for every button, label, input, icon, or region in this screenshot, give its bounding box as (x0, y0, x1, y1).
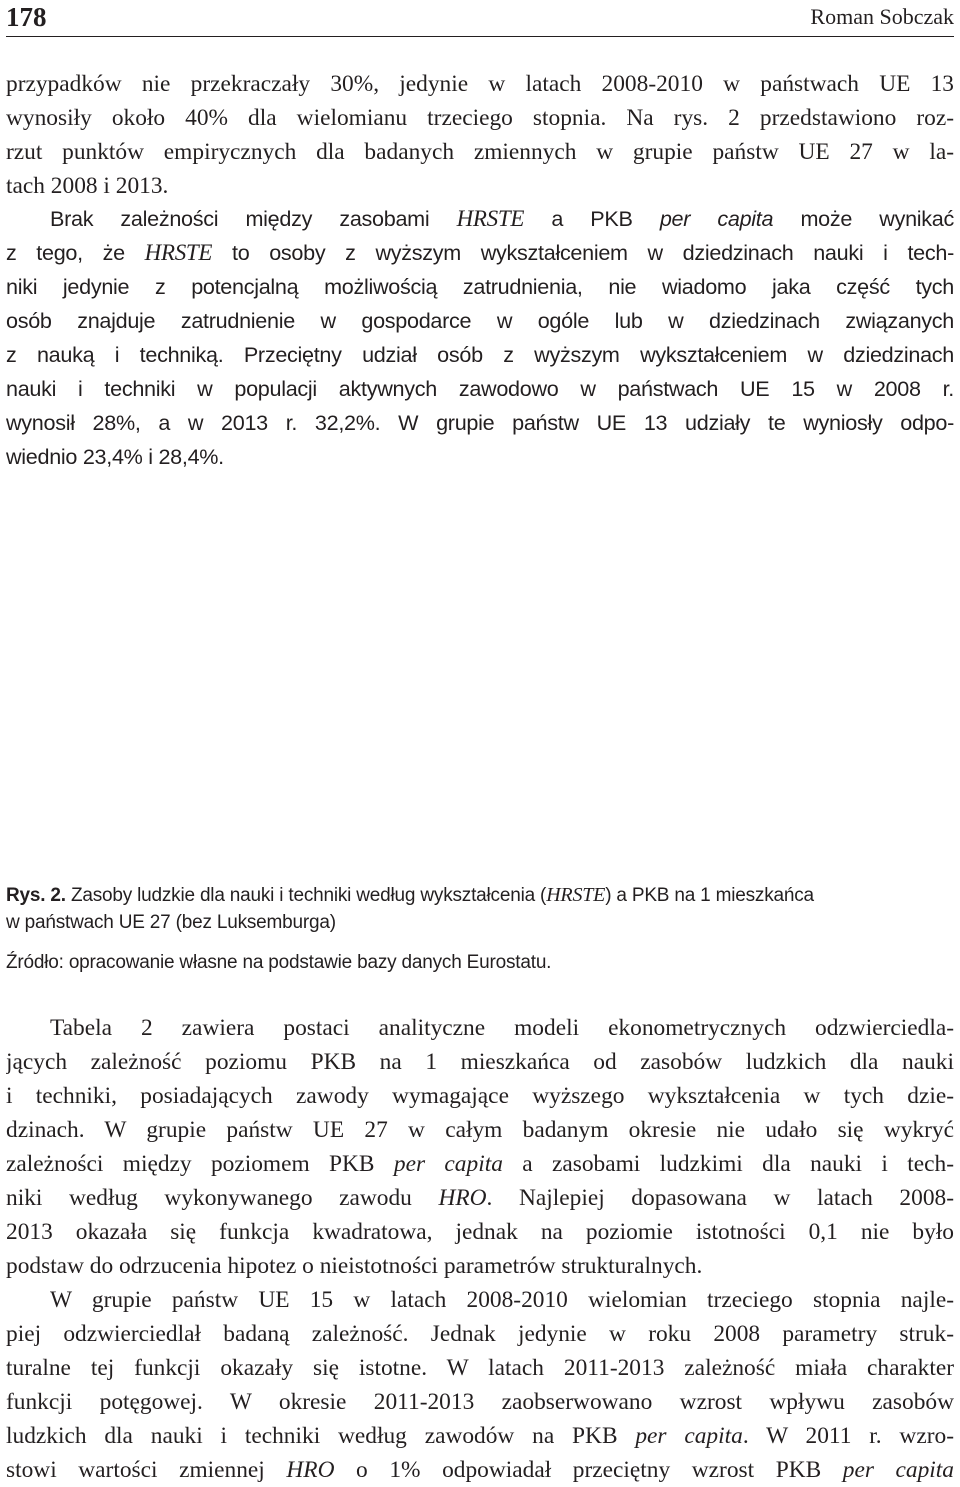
paragraph-tabela (6, 1011, 954, 1487)
page-number: 178 (6, 2, 47, 32)
text-line: niki jedynie z potencjalną możliwością zatrudnienia, nie wiadomo jaka część tych (6, 274, 954, 299)
text-line: przypadków nie przekraczały 30%, jedynie w latach 2008-2010 w państwach UE 13 (6, 71, 954, 97)
text-line: z tego, że HRSTE to osoby z wyższym wykształceniem w dziedzinach nauki i tech- (6, 240, 954, 265)
text-line: wiednio 23,4% i 28,4%. (6, 444, 224, 469)
paragraph-intro (6, 67, 954, 203)
figure-source: Źródło: opracowanie własne na podstawie bazy danych Eurostatu. (6, 952, 552, 973)
text-line: nauki i techniki w populacji aktywnych zawodowo w państwach UE 15 w 2008 r. (6, 376, 954, 401)
text-line: osób znajduje zatrudnienie w gospodarce w ogóle lub w dziedzinach związanych (6, 308, 954, 333)
running-head-author: Roman Sobczak (810, 4, 954, 29)
text-line: ludzkich dla nauki i techniki według zawodów na PKB per capita. W 2011 r. wzro- (6, 1423, 954, 1449)
figure-scatter-charts (0, 505, 960, 870)
text-line: piej odzwierciedlał badaną zależność. Jednak jedynie w roku 2008 parametry struk- (6, 1321, 954, 1347)
header-rule (6, 36, 954, 37)
text-line: stowi wartości zmiennej HRO o 1% odpowiadał przeciętny wzrost PKB per capita (6, 1457, 954, 1483)
text-line: tach 2008 i 2013. (6, 173, 169, 199)
text-line: z nauką i techniką. Przeciętny udział osób z wyższym wykształceniem w dziedzinach (6, 342, 954, 367)
text-line: funkcji potęgowej. W okresie 2011-2013 zaobserwowano wzrost wpływu zasobów (6, 1389, 954, 1415)
text-line: W grupie państw UE 15 w latach 2008-2010 wielomian trzeciego stopnia najle- (50, 1287, 954, 1313)
text-line: dzinach. W grupie państw UE 27 w całym badanym okresie nie udało się wykryć (6, 1117, 954, 1143)
paragraph-brak-zaleznosci (6, 202, 954, 474)
text-line: turalne tej funkcji okazały się istotne. W latach 2011-2013 zależność miała charakter (6, 1355, 954, 1381)
text-line: i techniki, posiadających zawody wymagające wyższego wykształcenia w tych dzie- (6, 1083, 954, 1109)
figure-caption: Rys. 2. Zasoby ludzkie dla nauki i techniki według wykształcenia (HRSTE) a PKB na 1 mieszkańca w państwach UE 27 (bez Luksemburga) (6, 884, 814, 933)
text-line: wynosił 28%, a w 2013 r. 32,2%. W grupie państw UE 13 udziały te wyniosły odpo- (6, 410, 954, 435)
text-line: Brak zależności między zasobami HRSTE a PKB per capita może wynikać (50, 206, 954, 231)
text-line: zależności między poziomem PKB per capita a zasobami ludzkimi dla nauki i tech- (6, 1151, 954, 1177)
text-line: Tabela 2 zawiera postaci analityczne modeli ekonometrycznych odzwierciedla- (50, 1015, 954, 1041)
text-line: wynosiły około 40% dla wielomianu trzeciego stopnia. Na rys. 2 przedstawiono roz- (6, 105, 954, 131)
text-line: rzut punktów empirycznych dla badanych zmiennych w grupie państw UE 27 w la- (6, 139, 954, 165)
text-line: podstaw do odrzucenia hipotez o nieistotności parametrów strukturalnych. (6, 1253, 703, 1279)
text-line: niki według wykonywanego zawodu HRO. Najlepiej dopasowana w latach 2008- (6, 1185, 954, 1211)
text-line: 2013 okazała się funkcja kwadratowa, jednak na poziomie istotności 0,1 nie było (6, 1219, 954, 1245)
text-line: jących zależność poziomu PKB na 1 mieszkańca od zasobów ludzkich dla nauki (6, 1049, 954, 1075)
caption-label: Rys. 2. (6, 885, 66, 906)
